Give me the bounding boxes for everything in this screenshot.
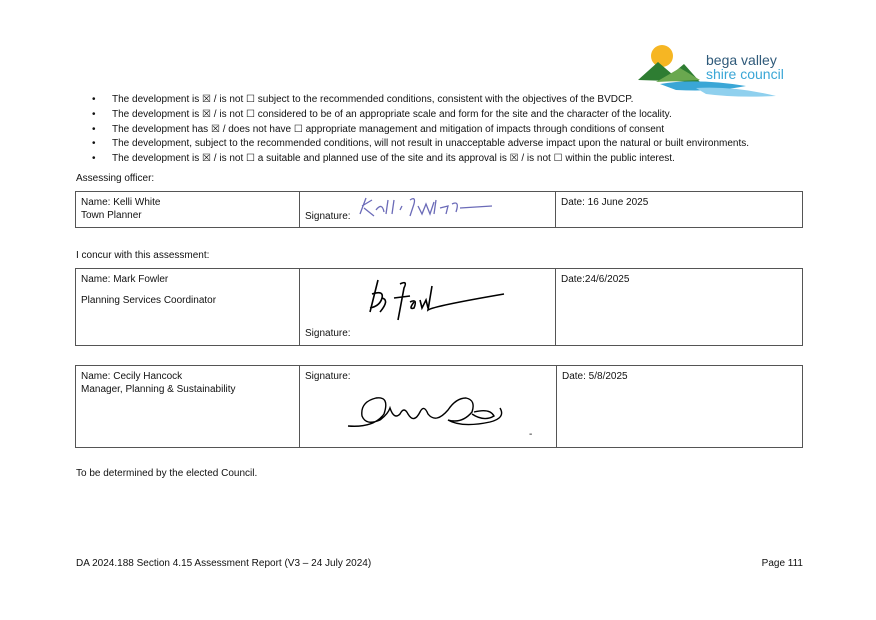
criteria-item: • The development is ☒ / is not ☐ subject to the recommended conditions, consistent with the objectives of the BVDCP. [96,93,749,108]
logo-text-line2: shire council [706,66,784,82]
officer-date: Date: 16 June 2025 [561,197,649,208]
criteria-item: • The development is ☒ / is not ☐ a suitable and planned use of the site and its approval is ☒ / is not ☐ within the public interest. [96,152,749,167]
footer-page-number: Page 111 [761,558,803,569]
manager-role: Manager, Planning & Sustainability [81,384,236,395]
logo-text-line1: bega valley [706,52,777,68]
manager-date: Date: 5/8/2025 [562,371,628,382]
officer-date-cell [556,192,803,228]
assessing-officer-label: Assessing officer: [76,173,155,184]
criteria-list [96,93,749,167]
officer-name-cell [76,192,300,228]
manager-name: Name: Cecily Hancock [81,371,183,382]
signature-label: Signature: [305,371,351,382]
bega-valley-logo [636,42,806,100]
officer-name: Name: Kelli White [81,197,161,208]
signature-label: Signature: [305,328,351,339]
coordinator-name-cell [76,269,300,346]
concur-label: I concur with this assessment: [76,250,210,261]
manager-name-cell [76,366,300,448]
officer-role: Town Planner [81,210,142,221]
kelli-white-signature [356,194,496,222]
coordinator-role: Planning Services Coordinator [81,295,217,306]
coordinator-date: Date:24/6/2025 [561,274,630,285]
criteria-item: • The development, subject to the recommended conditions, will not result in unacceptable adverse impact upon the natural or built environments. [96,137,749,152]
manager-date-cell [557,366,803,448]
signature-mark: - [529,429,533,440]
mark-fowler-signature [364,276,509,326]
coordinator-date-cell [556,269,803,346]
criteria-item: • The development has ☒ / does not have ☐ appropriate management and mitigation of impacts through conditions of consent [96,123,749,138]
cecily-hancock-signature [344,384,514,432]
criteria-item: • The development is ☒ / is not ☐ considered to be of an appropriate scale and form for the site and the character of the locality. [96,108,749,123]
council-note: To be determined by the elected Council. [76,468,258,479]
coordinator-name: Name: Mark Fowler [81,274,169,285]
signature-label: Signature: [305,211,351,222]
footer-report-title: DA 2024.188 Section 4.15 Assessment Report (V3 – 24 July 2024) [76,558,372,569]
